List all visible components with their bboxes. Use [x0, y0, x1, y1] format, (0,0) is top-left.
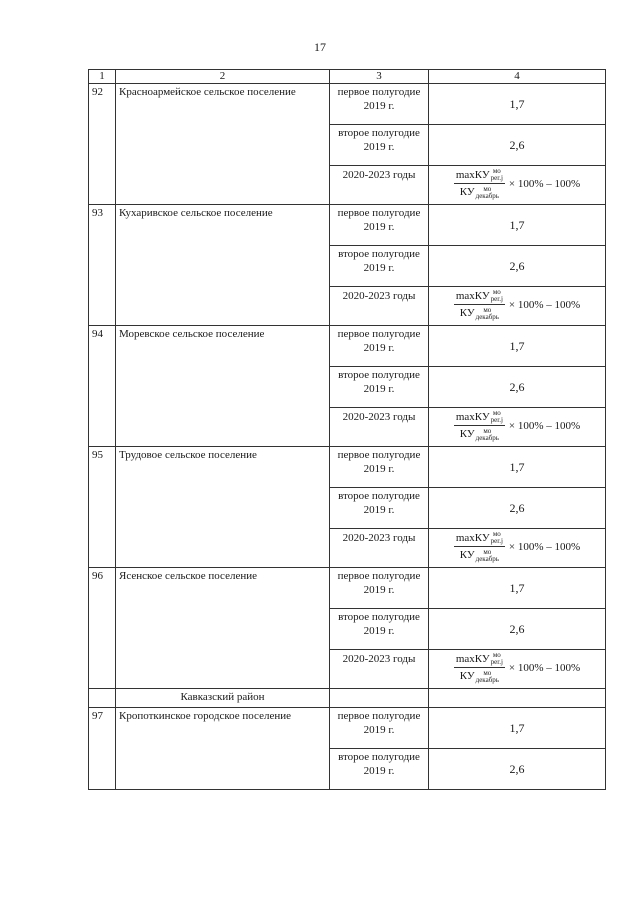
row-number: 95 [89, 447, 116, 568]
table-row [89, 84, 606, 125]
index-formula [454, 410, 580, 442]
row-number: 97 [89, 708, 116, 790]
district-empty-cell [89, 689, 116, 708]
period-first-half: первое полугодие 2019 г. [330, 84, 429, 125]
formula-cell [429, 529, 606, 568]
formula-tail: × 100% – 100% [508, 298, 581, 311]
header-cell-4: 4 [429, 70, 606, 84]
formula-fraction [454, 652, 505, 684]
table-row [89, 708, 606, 749]
settlement-name: Моревское сельское поселение [116, 326, 330, 447]
settlement-name: Кухаривское сельское поселение [116, 205, 330, 326]
period-second-half: второе полугодие 2019 г. [330, 367, 429, 408]
period-second-half: второе полугодие 2019 г. [330, 749, 429, 790]
index-formula [454, 289, 580, 321]
index-formula [454, 652, 580, 684]
district-empty-cell [330, 689, 429, 708]
header-cell-3: 3 [330, 70, 429, 84]
formula-numerator: maxКУ мо per.j [455, 288, 503, 304]
index-formula [454, 168, 580, 200]
formula-denominator: КУ мо декабрь [459, 668, 499, 684]
value-first-half: 1,7 [429, 326, 606, 367]
table-row [89, 447, 606, 488]
period-first-half: первое полугодие 2019 г. [330, 447, 429, 488]
formula-fraction [454, 410, 505, 442]
value-second-half: 2,6 [429, 609, 606, 650]
period-second-half: второе полугодие 2019 г. [330, 125, 429, 166]
formula-fraction [454, 289, 505, 321]
formula-numerator: maxКУ мо per.j [455, 651, 503, 667]
period-2020-2023: 2020-2023 годы [330, 166, 429, 205]
formula-fraction [454, 168, 505, 200]
period-first-half: первое полугодие 2019 г. [330, 568, 429, 609]
settlement-name: Ясенское сельское поселение [116, 568, 330, 689]
row-number: 93 [89, 205, 116, 326]
value-second-half: 2,6 [429, 246, 606, 287]
settlement-name: Трудовое сельское поселение [116, 447, 330, 568]
formula-cell [429, 650, 606, 689]
district-name: Кавказский район [116, 689, 330, 708]
formula-cell [429, 166, 606, 205]
value-second-half: 2,6 [429, 749, 606, 790]
value-first-half: 1,7 [429, 205, 606, 246]
header-cell-2: 2 [116, 70, 330, 84]
row-number: 94 [89, 326, 116, 447]
value-second-half: 2,6 [429, 488, 606, 529]
tariff-table [88, 69, 606, 790]
district-empty-cell [429, 689, 606, 708]
value-first-half: 1,7 [429, 447, 606, 488]
period-2020-2023: 2020-2023 годы [330, 650, 429, 689]
period-first-half: первое полугодие 2019 г. [330, 326, 429, 367]
formula-cell [429, 408, 606, 447]
period-first-half: первое полугодие 2019 г. [330, 708, 429, 749]
formula-numerator: maxКУ мо per.j [455, 530, 503, 546]
period-2020-2023: 2020-2023 годы [330, 529, 429, 568]
formula-cell [429, 287, 606, 326]
period-2020-2023: 2020-2023 годы [330, 408, 429, 447]
table-header-row [89, 70, 606, 84]
row-number: 96 [89, 568, 116, 689]
formula-numerator: maxКУ мо per.j [455, 167, 503, 183]
formula-numerator: maxКУ мо per.j [455, 409, 503, 425]
formula-tail: × 100% – 100% [508, 661, 581, 674]
formula-denominator: КУ мо декабрь [459, 184, 499, 200]
period-2020-2023: 2020-2023 годы [330, 287, 429, 326]
period-second-half: второе полугодие 2019 г. [330, 609, 429, 650]
formula-tail: × 100% – 100% [508, 540, 581, 553]
settlement-name: Кропоткинское городское поселение [116, 708, 330, 790]
table-row [89, 568, 606, 609]
value-second-half: 2,6 [429, 125, 606, 166]
period-first-half: первое полугодие 2019 г. [330, 205, 429, 246]
value-first-half: 1,7 [429, 568, 606, 609]
row-number: 92 [89, 84, 116, 205]
value-first-half: 1,7 [429, 708, 606, 749]
formula-denominator: КУ мо декабрь [459, 305, 499, 321]
formula-tail: × 100% – 100% [508, 419, 581, 432]
index-formula [454, 531, 580, 563]
formula-denominator: КУ мо декабрь [459, 426, 499, 442]
district-row [89, 689, 606, 708]
period-second-half: второе полугодие 2019 г. [330, 488, 429, 529]
table-row [89, 205, 606, 246]
formula-denominator: КУ мо декабрь [459, 547, 499, 563]
settlement-name: Красноармейское сельское поселение [116, 84, 330, 205]
value-first-half: 1,7 [429, 84, 606, 125]
period-second-half: второе полугодие 2019 г. [330, 246, 429, 287]
page-number: 17 [314, 40, 326, 54]
formula-tail: × 100% – 100% [508, 177, 581, 190]
formula-fraction [454, 531, 505, 563]
value-second-half: 2,6 [429, 367, 606, 408]
table-row [89, 326, 606, 367]
header-cell-1: 1 [89, 70, 116, 84]
